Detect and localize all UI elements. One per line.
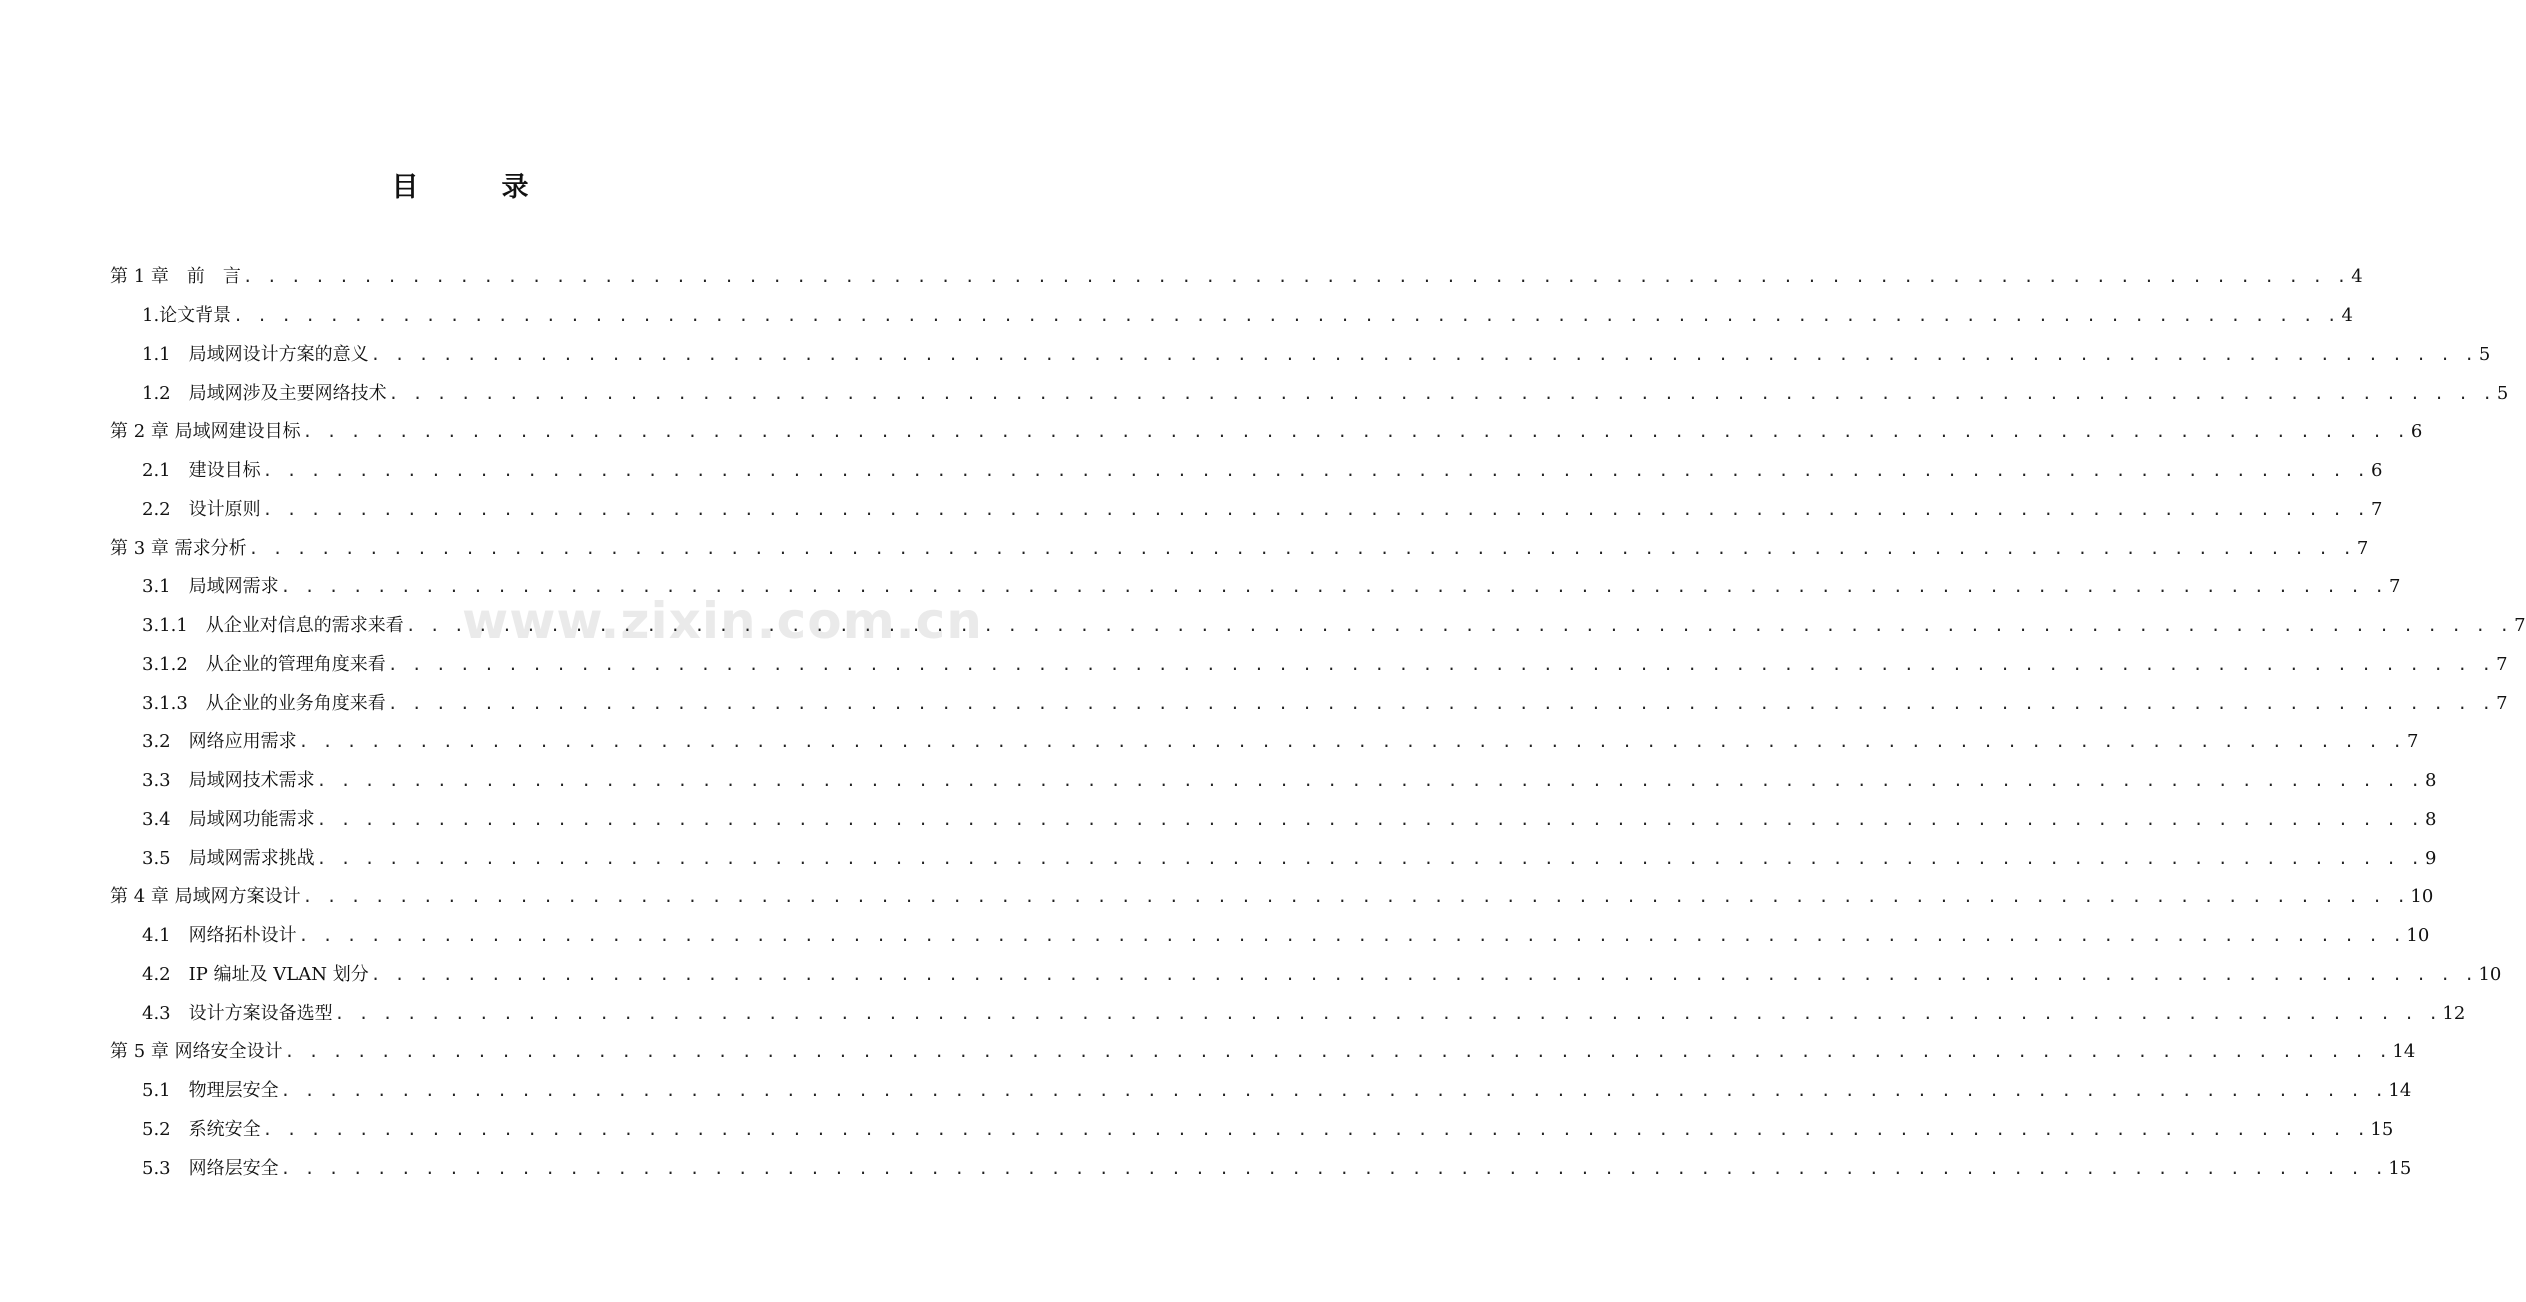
toc-entry-title: 4.3 设计方案设备选型 [142, 1002, 333, 1024]
toc-chapter-entry[interactable] [0, 878, 2434, 917]
toc-entry-title: 3.1 局域网需求 [142, 576, 279, 598]
toc-page-number: 7 [2496, 692, 2508, 714]
toc-page-number: 10 [2478, 963, 2502, 985]
toc-dot-leader [371, 963, 2477, 987]
toc-dot-leader [281, 1079, 2387, 1103]
toc-section-entry[interactable] [0, 684, 2508, 723]
toc-dot-leader [317, 769, 2423, 793]
toc-entry-title: 1.2 局域网涉及主要网络技术 [142, 382, 387, 404]
toc-entry-title: 5.1 物理层安全 [142, 1080, 279, 1102]
toc-section-entry[interactable] [0, 374, 2509, 413]
toc-section-entry[interactable] [0, 491, 2383, 530]
toc-entry-title: 第 5 章 网络安全设计 [110, 1041, 283, 1063]
toc-entry-title: 2.1 建设目标 [142, 460, 261, 482]
toc-dot-leader [233, 304, 2339, 328]
toc-dot-leader [303, 420, 2409, 444]
toc-dot-leader [281, 575, 2387, 599]
toc-entry-title: 3.3 局域网技术需求 [142, 770, 315, 792]
toc-section-entry[interactable] [0, 1149, 2412, 1188]
toc-section-entry[interactable] [0, 801, 2437, 840]
toc-entry-title: 3.1.2 从企业的管理角度来看 [142, 653, 386, 675]
toc-entry-title: 第 2 章 局域网建设目标 [110, 421, 301, 443]
toc-page-number: 10 [2410, 886, 2434, 908]
toc-section-entry[interactable] [0, 1072, 2412, 1111]
toc-dot-leader [317, 847, 2423, 871]
toc-page-number: 5 [2496, 382, 2509, 404]
toc-section-entry[interactable] [0, 1111, 2394, 1150]
table-of-contents [0, 258, 2526, 1188]
toc-chapter-entry[interactable] [0, 413, 2423, 452]
toc-dot-leader [263, 459, 2369, 483]
toc-dot-leader [299, 730, 2405, 754]
toc-section-entry[interactable] [0, 762, 2437, 801]
toc-section-entry[interactable] [0, 723, 2419, 762]
toc-section-entry[interactable] [0, 839, 2437, 878]
toc-page-number: 8 [2424, 808, 2437, 830]
toc-entry-title: 2.2 设计原则 [142, 498, 261, 520]
toc-dot-leader [263, 1118, 2369, 1142]
toc-page-number: 12 [2442, 1002, 2466, 1024]
toc-dot-leader [281, 1157, 2387, 1181]
toc-entry-title: 第 3 章 需求分析 [110, 537, 247, 559]
toc-page-number: 6 [2370, 460, 2383, 482]
toc-dot-leader [263, 498, 2369, 522]
toc-entry-title: 3.5 局域网需求挑战 [142, 847, 315, 869]
toc-entry-title: 3.1.3 从企业的业务角度来看 [142, 692, 386, 714]
toc-page-number: 15 [2370, 1118, 2394, 1140]
toc-page-number: 15 [2388, 1157, 2412, 1179]
toc-chapter-entry[interactable] [0, 529, 2369, 568]
toc-entry-title: 1.1 局域网设计方案的意义 [142, 343, 369, 365]
toc-dot-leader [299, 924, 2405, 948]
toc-chapter-entry[interactable] [0, 1033, 2416, 1072]
toc-page-number: 7 [2356, 537, 2369, 559]
toc-section-entry[interactable] [0, 994, 2466, 1033]
toc-dot-leader [317, 808, 2423, 832]
toc-dot-leader [388, 692, 2494, 716]
toc-entry-title: 4.2 IP 编址及 VLAN 划分 [142, 963, 369, 985]
toc-dot-leader [249, 537, 2355, 561]
watermark-text: www.zixin.com.cn [462, 592, 983, 650]
toc-dot-leader [285, 1040, 2391, 1064]
toc-page-number: 4 [2341, 305, 2353, 327]
toc-entry-title: 3.4 局域网功能需求 [142, 808, 315, 830]
toc-page-number: 7 [2388, 576, 2401, 598]
toc-page-number: 9 [2424, 847, 2437, 869]
toc-dot-leader [389, 382, 2495, 406]
toc-page-number: 7 [2496, 653, 2508, 675]
toc-entry-title: 第 4 章 局域网方案设计 [110, 886, 301, 908]
toc-entry-title: 4.1 网络拓朴设计 [142, 925, 297, 947]
toc-section-entry[interactable] [0, 452, 2383, 491]
toc-entry-title: 3.1.1 从企业对信息的需求来看 [142, 615, 404, 637]
toc-section-entry[interactable] [0, 336, 2491, 375]
toc-dot-leader [303, 885, 2409, 909]
toc-page-number: 7 [2406, 731, 2419, 753]
toc-page-number: 6 [2410, 421, 2423, 443]
toc-section-entry[interactable] [0, 568, 2401, 607]
page-title: 目 录 [391, 172, 557, 203]
toc-page-number: 7 [2370, 498, 2383, 520]
toc-section-entry[interactable] [0, 607, 2526, 646]
toc-dot-leader [406, 614, 2512, 638]
toc-dot-leader [335, 1002, 2441, 1026]
toc-dot-leader [371, 343, 2477, 367]
toc-dot-leader [243, 265, 2349, 289]
toc-dot-leader [388, 653, 2494, 677]
toc-page-number: 4 [2351, 266, 2363, 288]
toc-entry-title: 5.2 系统安全 [142, 1118, 261, 1140]
toc-page-number: 8 [2424, 770, 2437, 792]
toc-section-entry[interactable] [0, 917, 2430, 956]
toc-section-entry[interactable] [0, 297, 2353, 336]
toc-page-number: 10 [2406, 925, 2430, 947]
toc-entry-title: 5.3 网络层安全 [142, 1157, 279, 1179]
toc-entry-title: 1.论文背景 [142, 305, 232, 327]
toc-page-number: 5 [2478, 343, 2491, 365]
toc-chapter-entry[interactable] [0, 258, 2363, 297]
toc-page-number: 14 [2388, 1080, 2412, 1102]
toc-page-number: 7 [2514, 615, 2526, 637]
toc-page-number: 14 [2392, 1041, 2416, 1063]
toc-entry-title: 第 1 章 前 言 [110, 266, 241, 288]
toc-section-entry[interactable] [0, 646, 2508, 685]
toc-section-entry[interactable] [0, 956, 2502, 995]
toc-entry-title: 3.2 网络应用需求 [142, 731, 297, 753]
